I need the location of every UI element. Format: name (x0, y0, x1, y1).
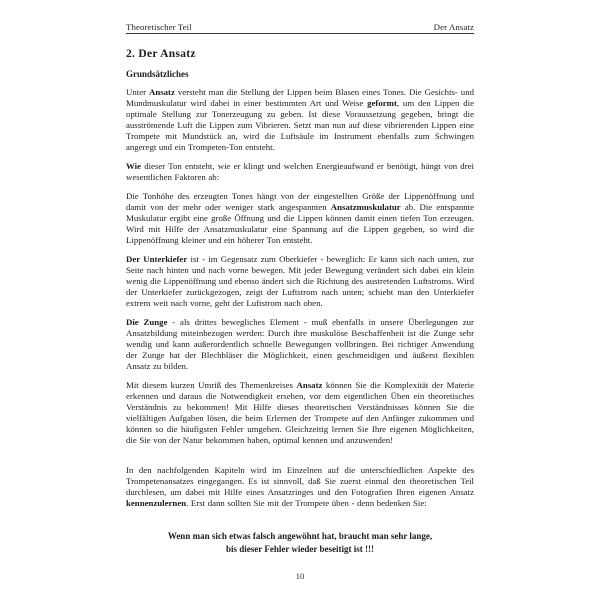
page-number: 10 (295, 571, 305, 581)
running-header-right: Der Ansatz (433, 22, 474, 32)
section-subtitle: Grundsätzliches (126, 69, 189, 79)
chapter-title: 2. Der Ansatz (126, 48, 196, 60)
admonition-line-2: bis dieser Fehler wieder beseitigt ist !!! (226, 543, 374, 554)
paragraph: Wie dieser Ton entsteht, wie er klingt und welchen Energieaufwand er benötigt, hängt von drei wesentlichen Faktoren ab: (126, 161, 474, 182)
paragraph: Mit diesem kurzen Umriß des Themenkreises Ansatz können Sie die Komplexität der Materie erkennen und daraus die Notwendigkeit ersehen, vor dem eigentlichen Üben ein theoretisches Verständnis zu bekommen! Mit Hilfe dieses theoretischen Verständnisses können Sie die vielfältigen Aufgaben lösen, die beim Erlernen der Trompete auf den Anfänger zukommen und können so die häufigsten Fehler umgehen. Gleichzeitig lernen Sie Ihre eigenen Möglichkeiten, die Sie von der Natur bekommen haben, optimal kennen und anzuwenden! (126, 380, 474, 445)
admonition-line-1: Wenn man sich etwas falsch angewöhnt hat, braucht man sehr lange, (167, 531, 433, 541)
paragraph: Die Zunge - als drittes bewegliches Element - muß ebenfalls in unsere Überlegungen zur Ansatzbildung miteinbezogen werden: Durch ihre muskulöse Beschaffenheit ist die Zunge sehr wendig und kann außerordentlich schnelle Bewegungen vollbringen. Bei richtiger Anwendung der Zunge hat der Blechbläser die Möglichkeit, einen geschmeidigen und äußerst flexiblen Ansatz zu bilden. (126, 317, 474, 371)
running-header-left: Theoretischer Teil (126, 22, 192, 32)
paragraph: Unter Ansatz versteht man die Stellung der Lippen beim Blasen eines Tones. Die Gesichts- und Mundmuskulatur wird dabei in einer bestimmten Art und Weise geformt, um den Lippen die optimale Stellung zur Tonerzeugung zu geben. Ist diese Voraussetzung gegeben, bringt die ausströmende Luft die Lippen zum Vibrieren. Setzt man nun auf diese vibrierenden Lippen eine Trompete mit Mundstück an, wird die Luftsäule im Instrument ebenfalls zum Schwingen angeregt und ein Trompeten-Ton entsteht. (126, 87, 474, 152)
header-rule (126, 33, 474, 34)
paragraph: Der Unterkiefer ist - im Gegensatz zum Oberkiefer - beweglich: Er kann sich nach unten, zur Seite nach hinten und nach vorne bewegen. Mit jeder Bewegung verändert sich dabei ein klein wenig die Lippenöffnung und ebenso ändert sich die Richtung des austretenden Luftstroms. Wird der Unterkiefer zurückgezogen, zeigt der Luftstrom nach unten; schiebt man den Unterkiefer extrem weit nach vorne, geht der Luftstrom nach oben. (126, 254, 474, 308)
paragraph: In den nachfolgenden Kapiteln wird im Einzelnen auf die unterschiedlichen Aspekte des Trompetenansatzes eingegangen. Es ist sinnvoll, daß Sie zuerst einmal den theoretischen Teil durchlesen, um dabei mit Hilfe eines Ansatzringes und den Fotografien Ihren eigenen Ansatz kennenzulernen. Erst dann sollten Sie mit der Trompete üben - denn bedenken Sie: (126, 465, 474, 508)
paragraph: Die Tonhöhe des erzeugten Tones hängt von der eingestellten Größe der Lippenöffnung und damit von der mehr oder weniger stark angespannten Ansatzmuskulatur ab. Die entspannte Muskulatur ergibt eine große Öffnung und die Lippen können damit einen tiefen Ton erzeugen. Wird mit Hilfe der Ansatzmuskulatur eine Spannung auf die Lippen gegeben, so wird die Lippenöffnung kleiner und ein höherer Ton entsteht. (126, 191, 474, 245)
admonition-quote (126, 530, 474, 555)
body-paragraphs (126, 87, 474, 509)
text-column (126, 22, 474, 555)
running-header (126, 22, 474, 32)
